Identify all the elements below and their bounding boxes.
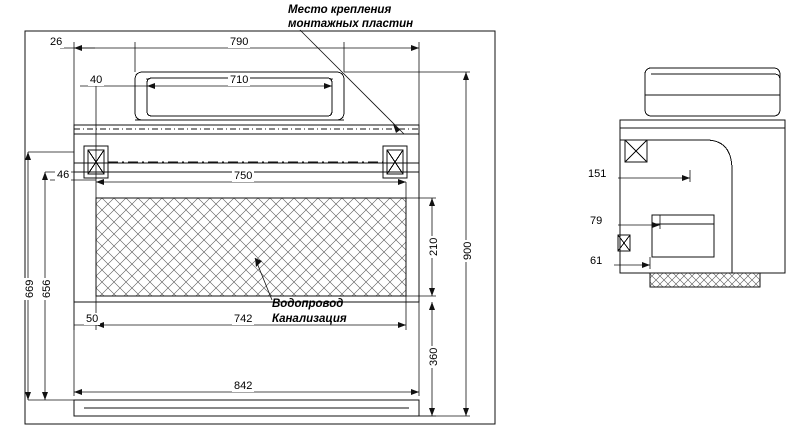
dim-26: 26 (50, 36, 63, 48)
dim-40: 40 (90, 74, 103, 86)
note-mount-plates-line1: Место крепления (288, 4, 392, 16)
note-plumbing-line1: Водопровод (272, 298, 344, 310)
dim-710: 710 (230, 74, 249, 86)
dim-151: 151 (588, 168, 607, 180)
dim-900: 900 (462, 241, 474, 260)
dim-842: 842 (234, 380, 253, 392)
dim-656: 656 (41, 279, 53, 298)
dim-50: 50 (86, 313, 99, 325)
dim-360: 360 (428, 347, 440, 366)
note-mount-plates-line2: монтажных пластин (288, 18, 414, 30)
dim-669: 669 (24, 279, 36, 298)
dim-79: 79 (590, 215, 603, 227)
dim-742: 742 (234, 313, 253, 325)
dim-61: 61 (590, 255, 603, 267)
dim-46: 46 (57, 169, 70, 181)
note-plumbing-line2: Канализация (272, 313, 347, 325)
dim-790: 790 (230, 36, 249, 48)
dim-750: 750 (234, 170, 253, 182)
dim-210: 210 (428, 237, 440, 256)
